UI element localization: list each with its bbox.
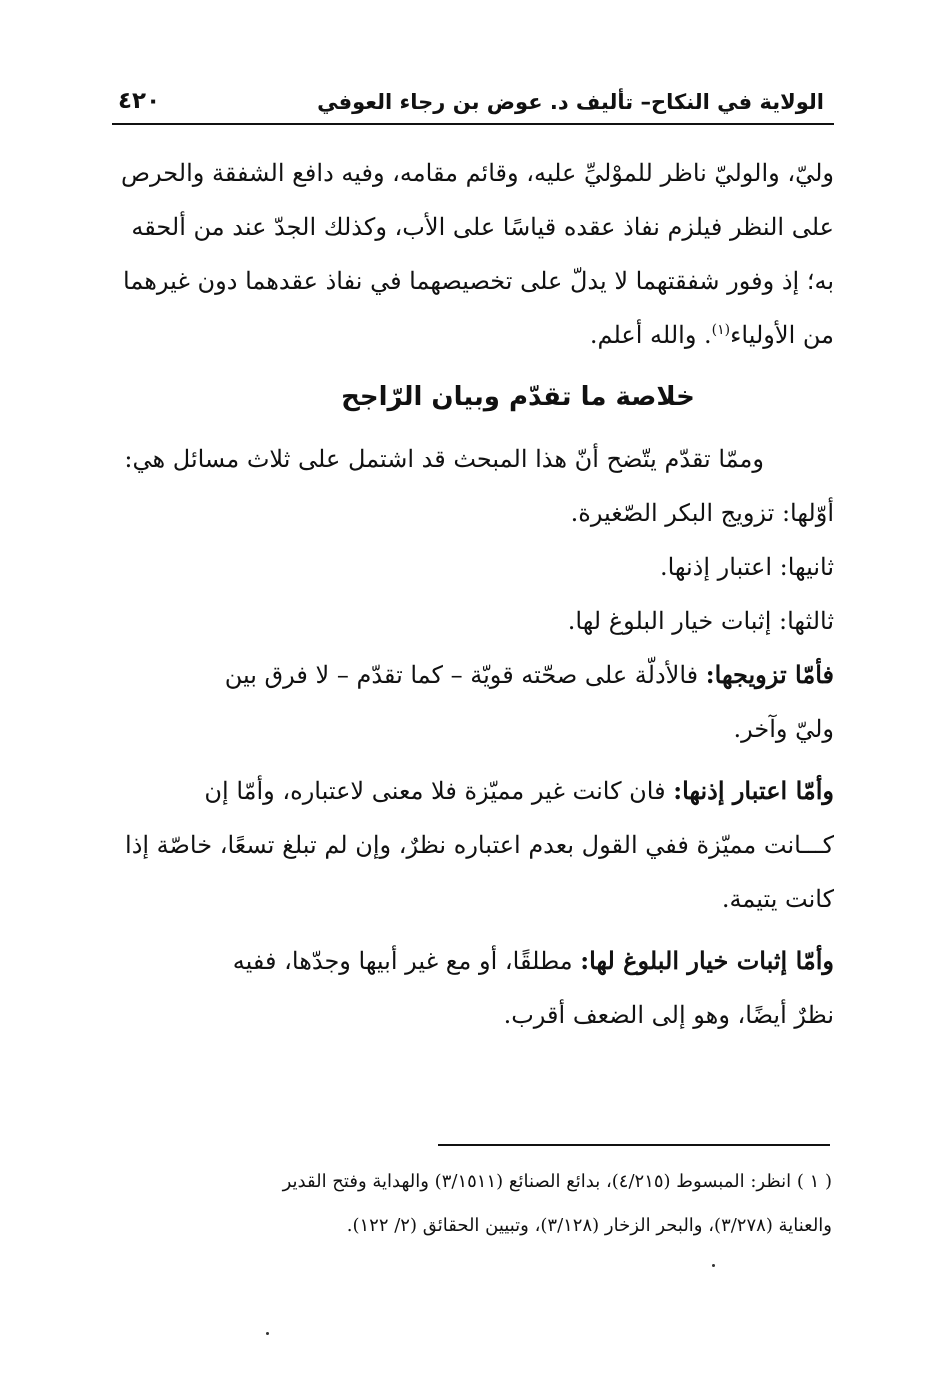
- text-line: [112, 648, 834, 702]
- footnote-marker: (١): [711, 322, 731, 338]
- text-fragment: من الأولياء: [730, 321, 834, 349]
- header-rule: [112, 123, 834, 125]
- text-line: [112, 934, 834, 988]
- section-heading: خلاصة ما تقدّم وبيان الرّاجح: [341, 382, 695, 412]
- text-line: وممّا تقدّم يتّضح أنّ هذا المبحث قد اشتمل على ثلاث مسائل هي:: [124, 445, 764, 473]
- footnote-line: ( ١ ) انظر: المبسوط (٤/٢١٥)، بدائع الصنائع (٣/١٥١١) والهداية وفتح القدير: [282, 1171, 832, 1192]
- scan-speck: [712, 1264, 715, 1267]
- list-item: ثالثها: إثبات خيار البلوغ لها.: [567, 607, 834, 635]
- footnote-separator: [438, 1144, 830, 1146]
- paragraph-lead: وأمّا اعتبار إذنها:: [673, 776, 834, 805]
- scan-speck: [266, 1332, 269, 1335]
- main-text: [112, 146, 834, 1042]
- text-fragment: فالأدلّة على صحّته قويّة – كما تقدّم – لا فرق بين: [224, 661, 706, 689]
- footnotes: [150, 1160, 832, 1248]
- text-line: [112, 308, 834, 362]
- paragraph-lead: وأمّا إثبات خيار البلوغ لها:: [580, 946, 834, 975]
- text-line: كـــانت مميّزة ففي القول بعدم اعتباره نظرٌ، وإن لم تبلغ تسعًا، خاصّة إذا: [125, 831, 834, 859]
- text-line: وليّ، والوليّ ناظر للموْليِّ عليه، وقائم مقامه، وفيه دافع الشفقة والحرص: [121, 159, 834, 187]
- running-head-title: الولاية في النكاح– تأليف د. عوض بن رجاء العوفي: [317, 90, 824, 114]
- running-head: [112, 84, 832, 124]
- list-item: أوّلها: تزويج البكر الصّغيرة.: [570, 499, 834, 527]
- text-line: به؛ إذ وفور شفقتهما لا يدلّ على تخصيصهما في نفاذ عقدهما دون غيرهما: [123, 267, 834, 295]
- text-line: وليّ وآخر.: [733, 715, 834, 743]
- page-number: ٤٢٠: [118, 88, 161, 114]
- text-fragment: فان كانت غير مميّزة فلا معنى لاعتباره، وأمّا إن: [204, 777, 674, 805]
- text-line: كانت يتيمة.: [721, 885, 834, 913]
- paragraph-lead: فأمّا تزويجها:: [705, 660, 834, 689]
- text-line: على النظر فيلزم نفاذ عقده قياسًا على الأب، وكذلك الجدّ عند من ألحقه: [131, 213, 834, 241]
- text-line: نظرٌ أيضًا، وهو إلى الضعف أقرب.: [503, 1001, 834, 1029]
- text-fragment: . والله أعلم.: [589, 321, 712, 349]
- footnote-line: والعناية (٣/٢٧٨)، والبحر الزخار (٣/١٢٨)، وتبيين الحقائق (٢/ ١٢٢).: [346, 1215, 832, 1236]
- list-item: ثانيها: اعتبار إذنها.: [659, 553, 834, 581]
- text-fragment: مطلقًا، أو مع غير أبيها وجدّها، ففيه: [232, 947, 581, 975]
- text-line: [112, 764, 834, 818]
